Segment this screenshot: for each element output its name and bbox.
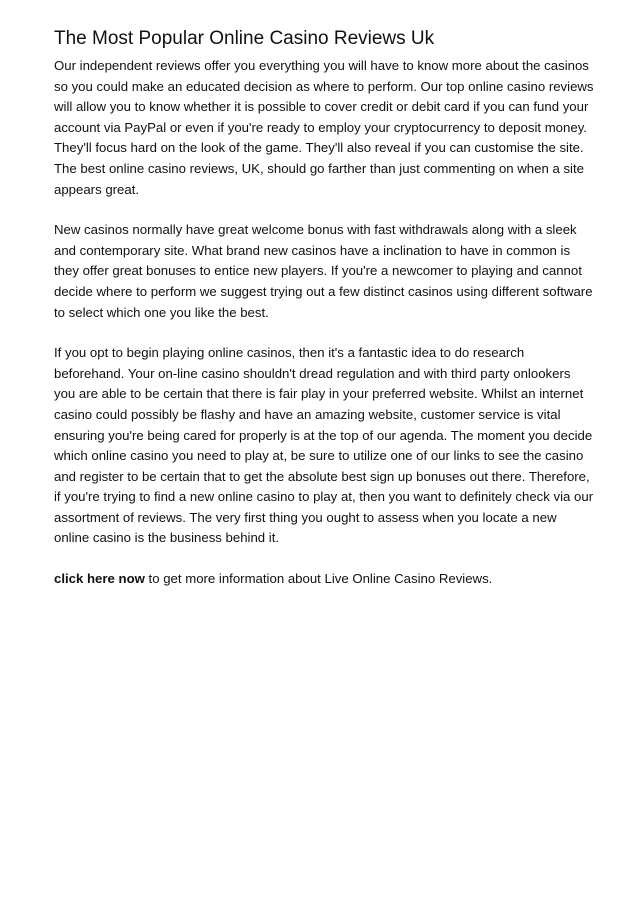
page-title: The Most Popular Online Casino Reviews Uk bbox=[54, 28, 435, 49]
call-to-action bbox=[54, 569, 594, 590]
document-page bbox=[54, 28, 594, 590]
paragraph-new-casinos: New casinos normally have great welcome bonus with fast withdrawals along with a sleek and contemporary site. What brand new casinos have a inclination to have in common is they offer great bonuses to entice new players. If you're a newcomer to playing and cannot decide where to perform we suggest trying out a few distinct casinos using different software to select which one you like the best. bbox=[54, 222, 593, 320]
paragraph-intro: Our independent reviews offer you everything you will have to know more about the casinos so you could make an educated decision as where to perform. Our top online casino reviews will allow you to know whether it is possible to cover credit or debit card if you can fund your account via PayPal or even if you're ready to employ your cryptocurrency to deposit money. They'll focus hard on the look of the game. They'll also reveal if you can customise the site. The best online casino reviews, UK, should go farther than just commenting on when a site appears great. bbox=[54, 58, 594, 197]
paragraph-research: If you opt to begin playing online casinos, then it's a fantastic idea to do research beforehand. Your on-line casino shouldn't dread regulation and with third party onlookers you are able to be certain that there is fair play in your preferred website. Whilst an internet casino could possibly be flashy and have an amazing website, customer service is vital ensuring you're being cared for properly is at the top of our agenda. The moment you decide which online casino you need to play at, be sure to utilize one of our links to see the casino and register to be certain that to get the absolute best sign up bonuses out there. Therefore, if you're trying to find a new online casino to play at, then you want to definitely check via our assortment of reviews. The very first thing you ought to assess when you locate a new online casino is the business behind it. bbox=[54, 345, 594, 546]
click-here-link[interactable]: click here now bbox=[54, 571, 145, 587]
call-to-action-text: to get more information about Live Online Casino Reviews. bbox=[144, 571, 493, 587]
